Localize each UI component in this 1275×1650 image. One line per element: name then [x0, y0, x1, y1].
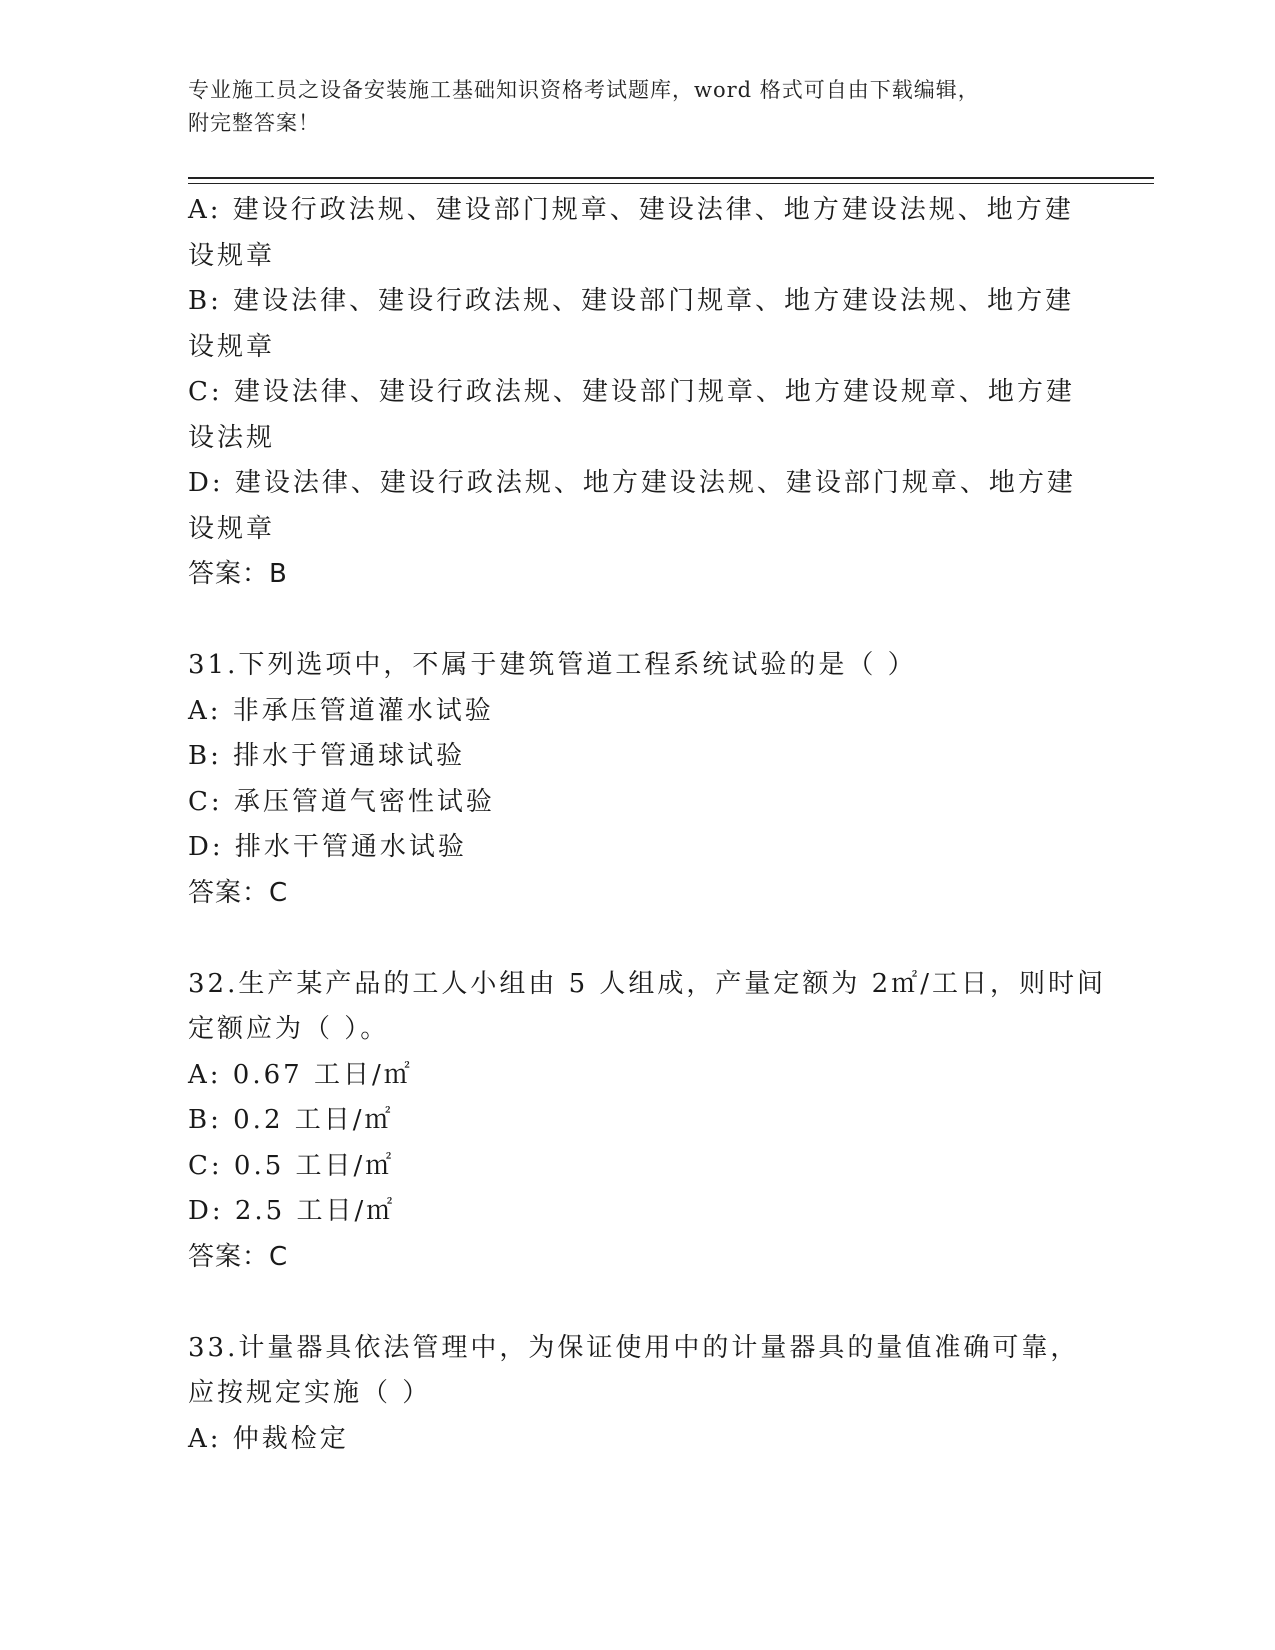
question-32	[188, 962, 1106, 1281]
q32-option-a: A: 0.67 工日/㎡	[188, 1059, 413, 1090]
question-33	[188, 1326, 1080, 1463]
spacer	[188, 1280, 1068, 1326]
q31-option-b: B: 排水于管通球试验	[188, 741, 466, 771]
q30-option-d-line-1: D: 建设法律、建设行政法规、地方建设法规、建设部门规章、地方建	[188, 468, 1076, 498]
spacer	[188, 598, 1068, 644]
q30-option-a-line-1: A: 建设行政法规、建设部门规章、建设法律、地方建设法规、地方建	[188, 195, 1074, 225]
q33-question-line-2: 应按规定实施（ ）	[188, 1378, 432, 1408]
q30-answer: 答案：B	[188, 559, 288, 589]
question-content	[188, 188, 1106, 1462]
document-header	[188, 74, 1068, 140]
q31-option-d: D: 排水干管通水试验	[188, 832, 467, 862]
q32-question-line-1: 32.生产某产品的工人小组由 5 人组成，产量定额为 2㎡/工日，则时间	[188, 968, 1106, 999]
q30-option-a-line-2: 设规章	[188, 240, 276, 271]
header-line-1: 专业施工员之设备安装施工基础知识资格考试题库，word 格式可自由下载编辑，	[188, 78, 980, 102]
header-line-2: 附完整答案！	[188, 111, 320, 135]
q32-option-b: B: 0.2 工日/㎡	[188, 1105, 394, 1135]
question-31	[188, 643, 1068, 916]
q32-option-c: C: 0.5 工日/㎡	[188, 1150, 395, 1181]
q32-question-line-2: 定额应为（ ）。	[188, 1014, 390, 1044]
q31-question: 31.下列选项中，不属于建筑管道工程系统试验的是（ ）	[188, 650, 917, 680]
q30-option-c-line-2: 设法规	[188, 422, 276, 453]
q31-answer: 答案：C	[188, 877, 289, 908]
q30-option-b-line-2: 设规章	[188, 331, 276, 362]
q32-option-d: D: 2.5 工日/㎡	[188, 1196, 396, 1226]
q31-option-c: C: 承压管道气密性试验	[188, 786, 495, 817]
q31-option-a: A: 非承压管道灌水试验	[188, 695, 494, 726]
q30-option-b-line-1: B: 建设法律、建设行政法规、建设部门规章、地方建设法规、地方建	[188, 286, 1075, 316]
header-divider-thin	[188, 183, 1154, 184]
q33-question-line-1: 33.计量器具依法管理中，为保证使用中的计量器具的量值准确可靠，	[188, 1332, 1080, 1363]
header-divider-thick	[188, 177, 1154, 179]
question-30-options	[188, 188, 1076, 598]
q30-option-c-line-1: C: 建设法律、建设行政法规、建设部门规章、地方建设规章、地方建	[188, 377, 1075, 407]
spacer	[188, 916, 1068, 962]
q32-answer: 答案：C	[188, 1241, 289, 1272]
q30-option-d-line-2: 设规章	[188, 513, 276, 544]
q33-option-a: A: 仲裁检定	[188, 1423, 349, 1454]
